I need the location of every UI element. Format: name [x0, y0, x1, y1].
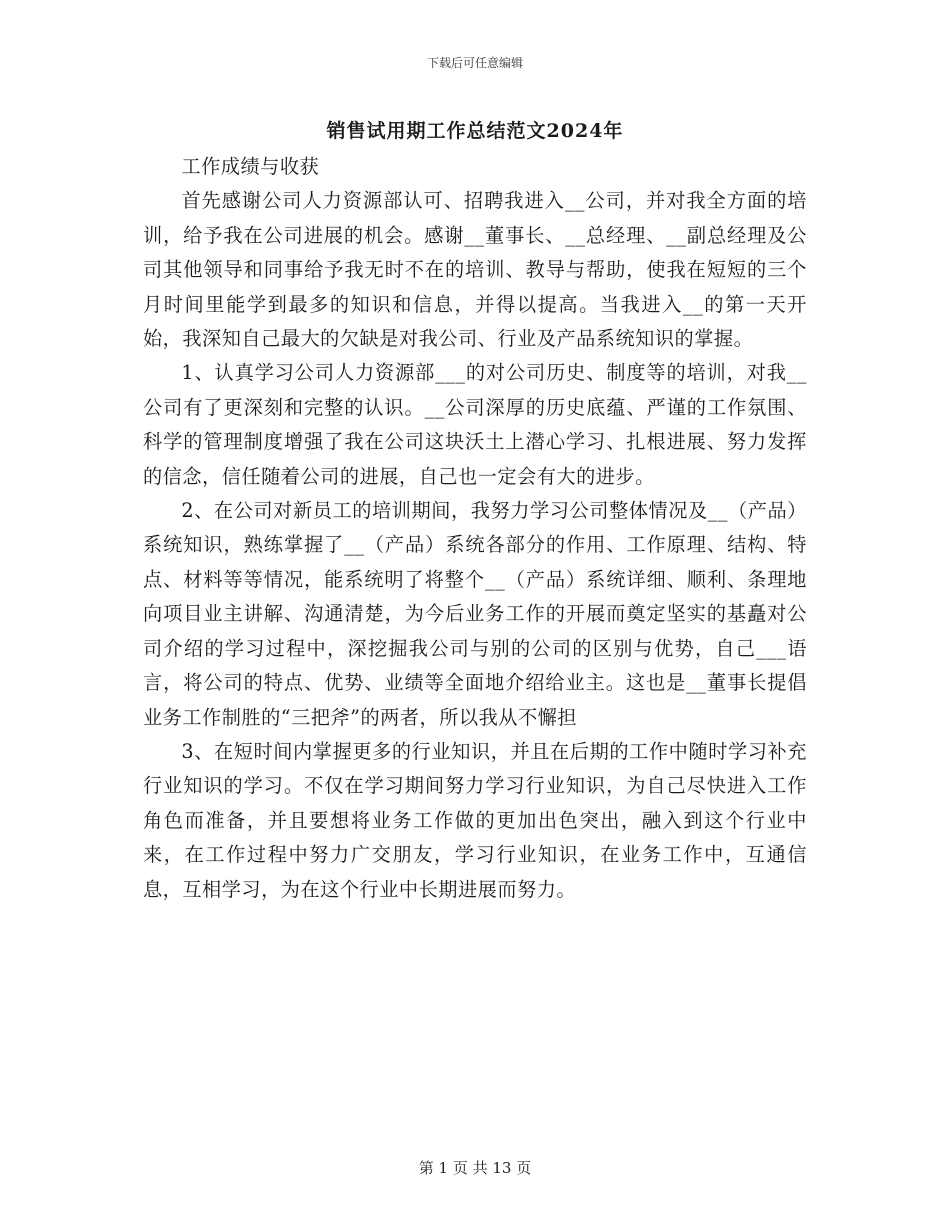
page-header-note: 下载后可任意编辑	[426, 56, 523, 70]
paragraph-intro: 首先感谢公司人力资源部认可、招聘我进入__公司，并对我全方面的培训，给予我在公司进展的机会。感谢__董事长、__总经理、__副总经理及公司其他领导和同事给予我无时不在的培训、教导与帮助，使我在短短的三个月时间里能学到最多的知识和信息，并得以提高。当我进入__的第一天开始，我深知自己最大的欠缺是对我公司、行业及产品系统知识的掌握。	[143, 189, 807, 351]
paragraph-point-3: 3、在短时间内掌握更多的行业知识，并且在后期的工作中随时学习补充行业知识的学习。不仅在学习期间努力学习行业知识，为自己尽快进入工作角色而准备，并且要想将业务工作做的更加出色突出，融入到这个行业中来，在工作过程中努力广交朋友，学习行业知识，在业务工作中，互通信息，互相学习，为在这个行业中长期进展而努力。	[143, 739, 807, 901]
paragraph-point-2: 2、在公司对新员工的培训期间，我努力学习公司整体情况及__（产品）系统知识，熟练掌握了__（产品）系统各部分的作用、工作原理、结构、特点、材料等等情况，能系统明了将整个__（产品）系统详细、顺利、条理地向项目业主讲解、沟通清楚，为今后业务工作的开展而奠定坚实的基矗对公司介绍的学习过程中，深挖掘我公司与别的公司的区别与优势，自己___语言，将公司的特点、优势、业绩等全面地介绍给业主。这也是__董事长提倡业务工作制胜的“三把斧”的两者，所以我从不懈担	[143, 499, 807, 729]
page-number-footer: 第 1 页 共 13 页	[418, 1159, 532, 1177]
document-body	[143, 150, 807, 907]
section-heading: 工作成绩与收获	[181, 155, 320, 178]
paragraph-point-1: 1、认真学习公司人力资源部___的对公司历史、制度等的培训，对我__公司有了更深刻和完整的认识。__公司深厚的历史底蕴、严谨的工作氛围、科学的管理制度增强了我在公司这块沃土上潜心学习、扎根进展、努力发挥的信念，信任随着公司的进展，自己也一定会有大的进步。	[143, 361, 807, 488]
document-title: 销售试用期工作总结范文2024年	[326, 120, 624, 142]
